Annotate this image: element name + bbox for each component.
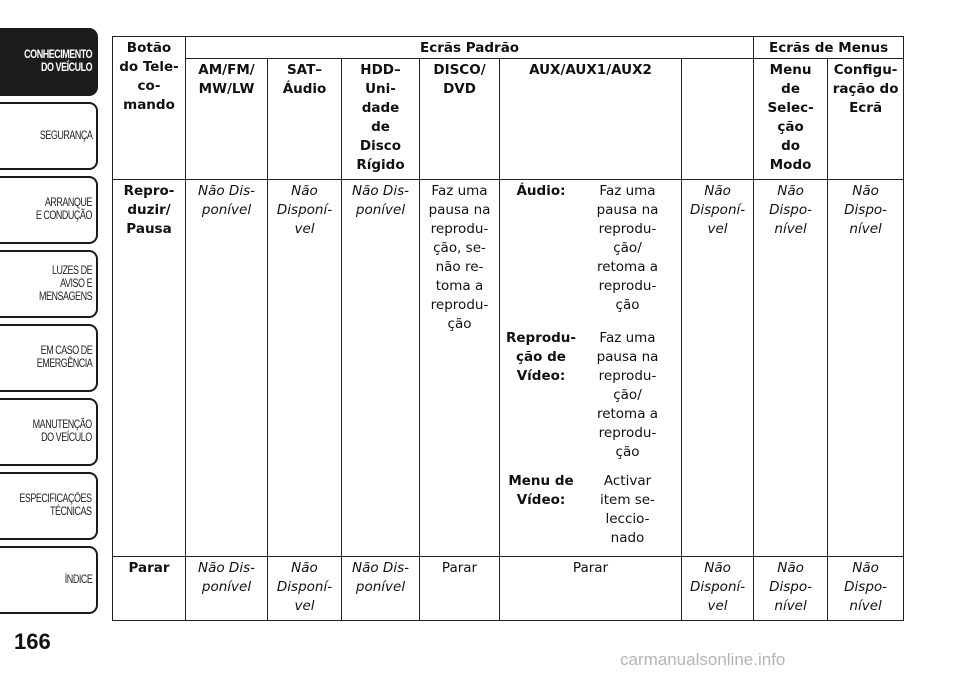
header-sat-audio: SAT– Áudio: [268, 59, 342, 180]
cell-hdd: Não Dis- ponível: [342, 180, 420, 557]
aux-menu-entry: [504, 472, 677, 548]
header-disc-dvd: DISCO/ DVD: [420, 59, 500, 180]
cell-am-fm: Não Dis- ponível: [186, 180, 268, 557]
cell-am-fm: Não Dis- ponível: [186, 557, 268, 621]
tab-label: ARRANQUE E CONDUÇÃO: [35, 197, 92, 222]
aux-video-label: Reprodu- ção de Vídeo:: [505, 330, 577, 384]
tab-conhecimento-do-veiculo[interactable]: [0, 28, 98, 96]
header-screen-config: Configu- ração do Ecrã: [828, 59, 904, 180]
header-standard-screens: Ecrãs Padrão: [186, 37, 754, 59]
remote-control-table-sheet: [112, 36, 903, 621]
chapter-tabs: [0, 28, 98, 620]
cell-screen-config: Não Dispo- nível: [828, 180, 904, 557]
tab-especificacoes-tecnicas[interactable]: [0, 472, 98, 540]
table-row-play-pause: [113, 180, 904, 557]
tab-label: SEGURANÇA: [39, 129, 92, 142]
cell-sat: Não Disponí- vel: [268, 180, 342, 557]
group-header-row: [113, 37, 904, 59]
aux-audio-label: Áudio:: [516, 183, 566, 199]
tab-seguranca[interactable]: [0, 102, 98, 170]
tab-label: MANUTENÇÃO DO VEÍCULO: [32, 419, 92, 444]
tab-label: ESPECIFICAÇÕES TÉCNICAS: [19, 493, 92, 518]
header-control-button: Botão do Tele- co- mando: [113, 37, 186, 180]
header-aux: AUX/AUX1/AUX2: [500, 59, 682, 180]
cell-mode-menu: Não Dispo- nível: [754, 557, 828, 621]
tab-em-caso-de-emergencia[interactable]: [0, 324, 98, 392]
tab-manutencao-do-veiculo[interactable]: [0, 398, 98, 466]
cell-sat: Não Disponí- vel: [268, 557, 342, 621]
page-number: 166: [14, 629, 51, 654]
cell-aux: Parar: [500, 557, 682, 621]
aux-video-value: Faz uma pausa na reprodu- ção/ retoma a reprodu- ção: [596, 330, 659, 460]
tab-label: LUZES DE AVISO E MENSAGENS: [38, 264, 92, 303]
cell-disc: Parar: [420, 557, 500, 621]
cell-mode-menu: Não Dispo- nível: [754, 180, 828, 557]
tab-label: EM CASO DE EMERGÊNCIA: [36, 345, 92, 370]
cell-blank: Não Disponí- vel: [682, 180, 754, 557]
cell-aux: [500, 180, 682, 557]
tab-label: ÍNDICE: [64, 573, 92, 586]
cell-screen-config: Não Dispo- nível: [828, 557, 904, 621]
cell-button: Parar: [113, 557, 186, 621]
tab-label: CONHECIMENTO DO VEÍCULO: [24, 49, 92, 74]
cell-blank: Não Disponí- vel: [682, 557, 754, 621]
header-blank: [682, 59, 754, 180]
header-mode-menu: Menu de Selec- ção do Modo: [754, 59, 828, 180]
column-header-row: [113, 59, 904, 180]
tab-indice[interactable]: [0, 546, 98, 614]
tab-arranque-e-conducao[interactable]: [0, 176, 98, 244]
watermark-text: carmanualsonline.info: [620, 650, 786, 669]
remote-control-functions-table: [112, 36, 904, 621]
table-row-stop: [113, 557, 904, 621]
aux-audio-value: Faz uma pausa na reprodu- ção/ retoma a reprodu- ção: [596, 183, 659, 313]
header-hdd: HDD– Uni- dade de Disco Rígido: [342, 59, 420, 180]
cell-button: Repro- duzir/ Pausa: [113, 180, 186, 557]
header-am-fm: AM/FM/ MW/LW: [186, 59, 268, 180]
aux-menu-value: Activar item se- leccio- nado: [599, 473, 655, 546]
header-menu-screens: Ecrãs de Menus: [754, 37, 904, 59]
aux-menu-label: Menu de Vídeo:: [508, 473, 574, 508]
tab-luzes-de-aviso[interactable]: [0, 250, 98, 318]
aux-video-entry: [504, 329, 677, 462]
cell-hdd: Não Dis- ponível: [342, 557, 420, 621]
cell-disc: Faz uma pausa na reprodu- ção, se- não re- toma a reprodu- ção: [420, 180, 500, 557]
aux-audio-entry: [504, 182, 677, 315]
